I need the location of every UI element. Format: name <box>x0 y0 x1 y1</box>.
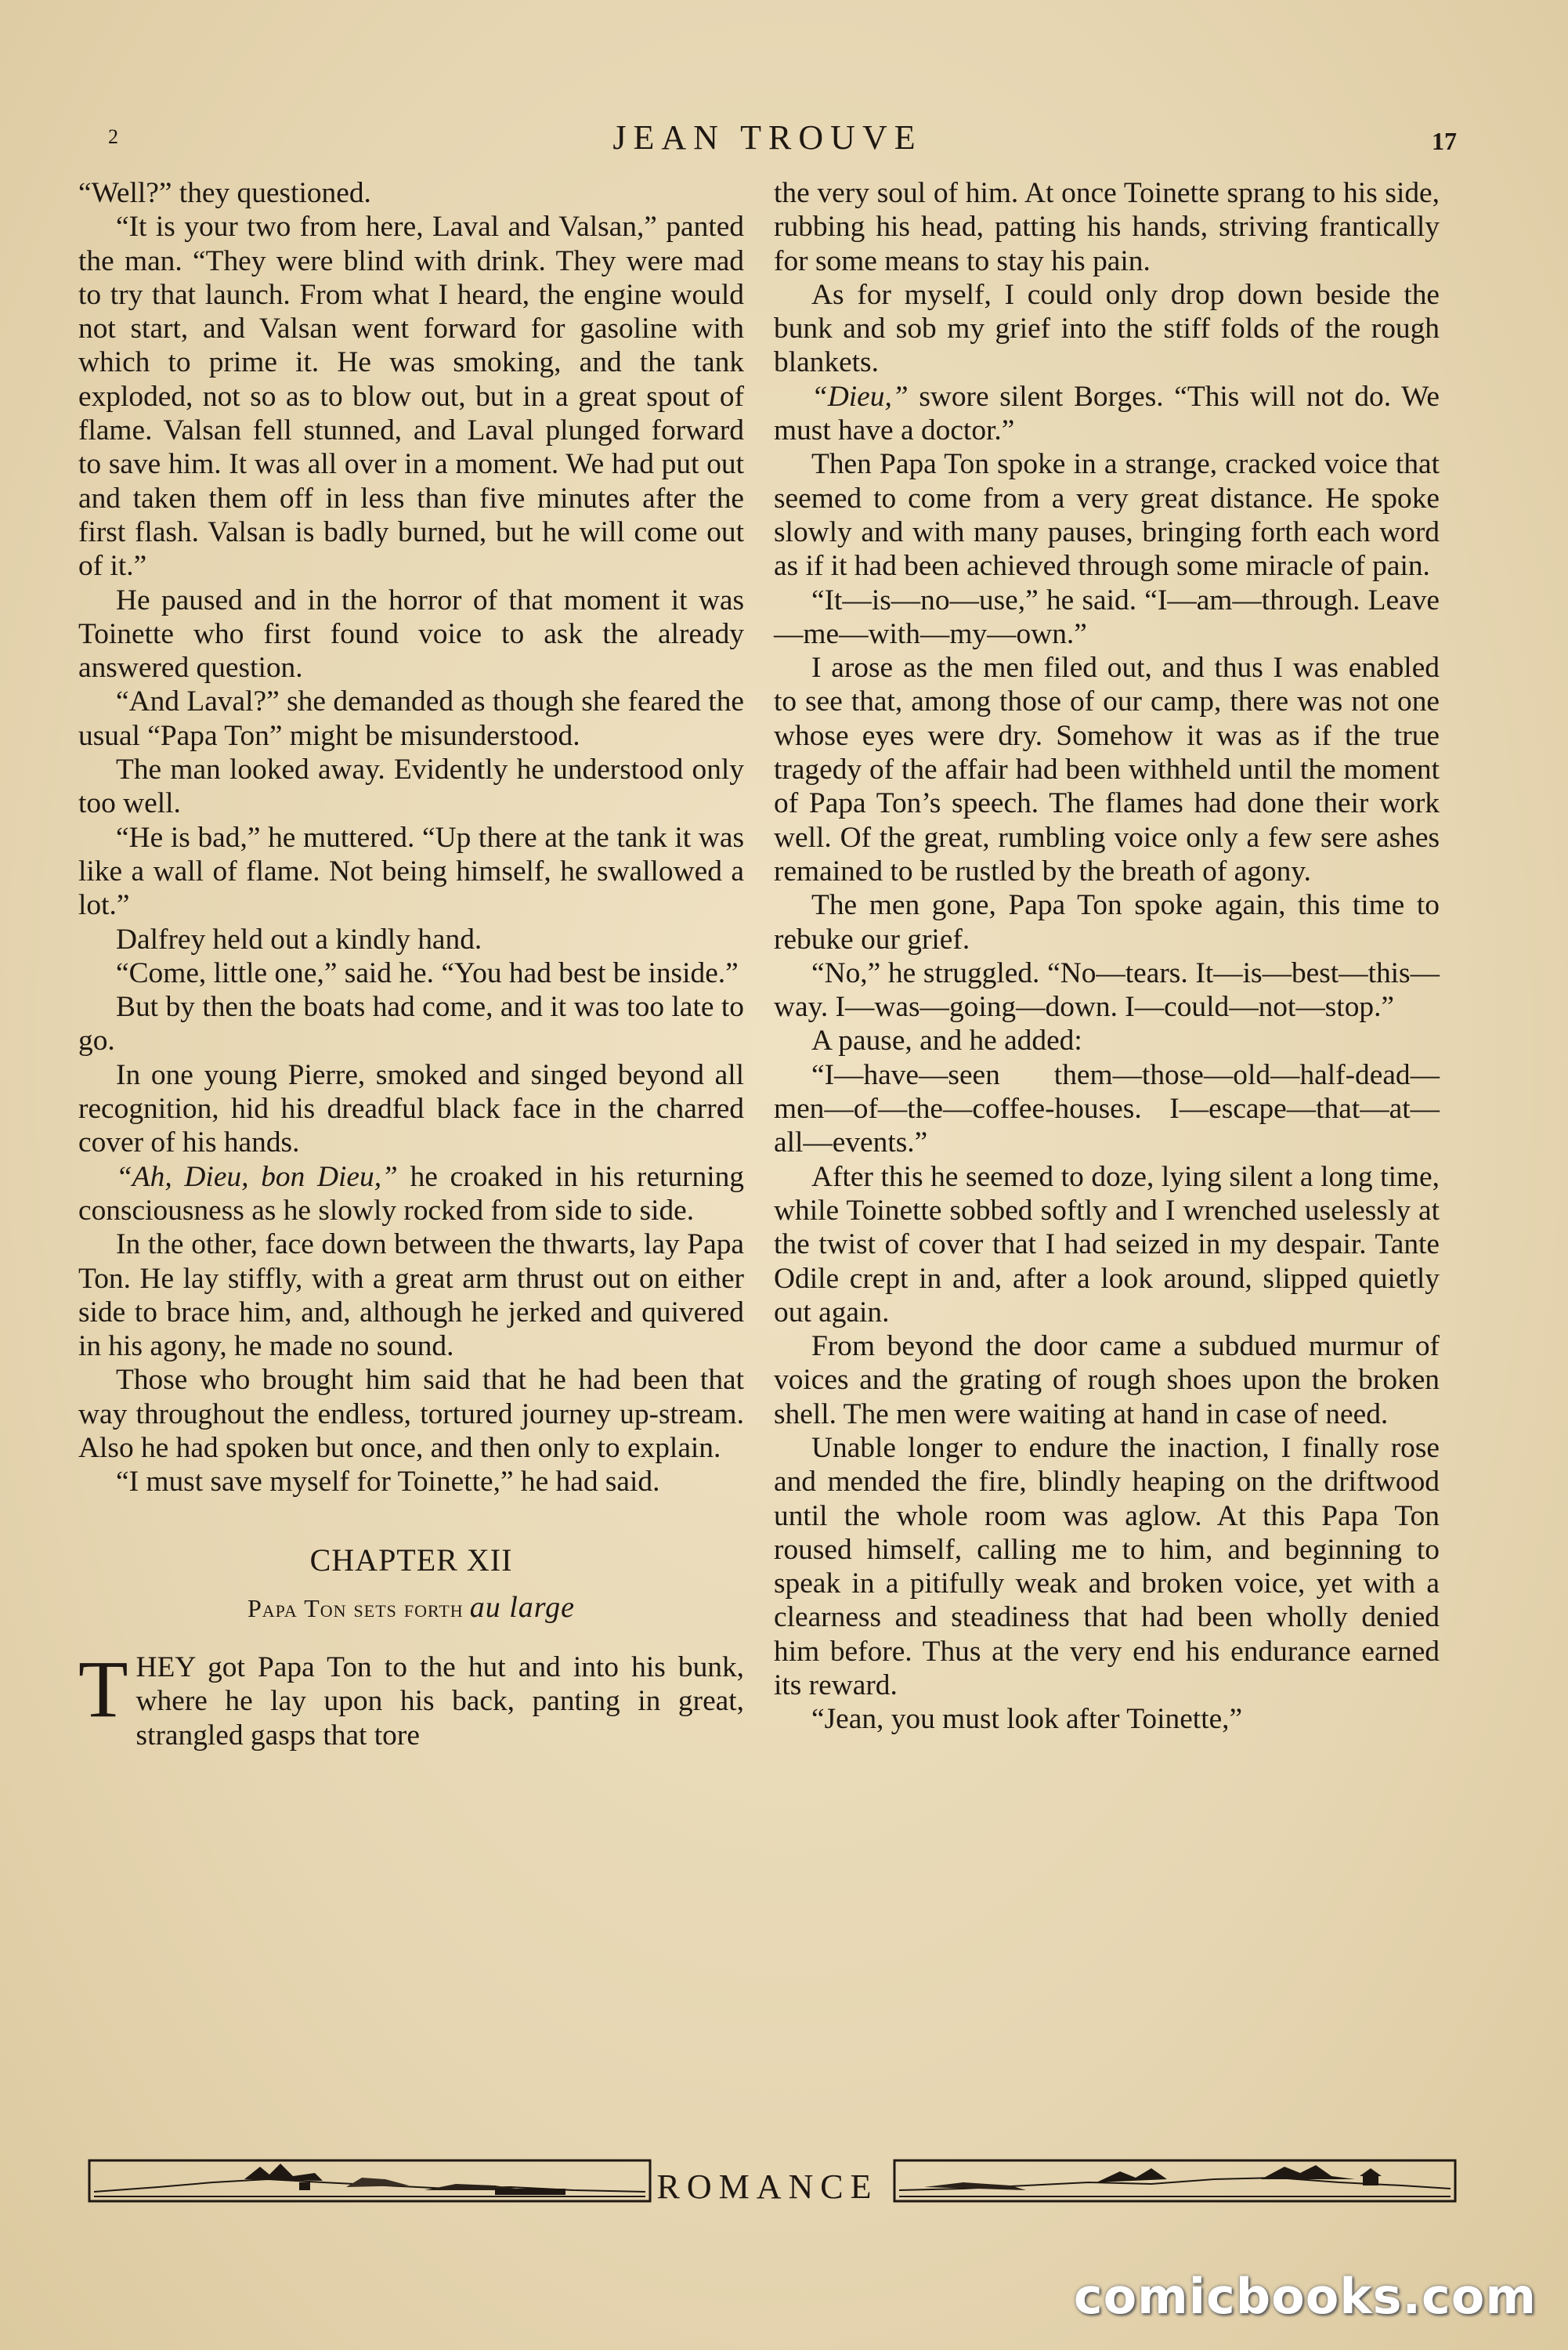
page-header <box>78 118 1457 164</box>
paragraph: After this he seemed to doze, lying silent a long time, while Toinette sobbed softly and I wrenched uselessly at the twist of cover that I had seized in my despair. Tante Odile crept in and, after a look around, slipped quietly out again. <box>774 1160 1440 1329</box>
paragraph: The man looked away. Evidently he understood only too well. <box>78 754 744 820</box>
paragraph-text: swore silent Borges. “This will not do. We must have a doctor.” <box>774 380 1440 447</box>
right-column <box>774 176 1440 1737</box>
running-title: JEAN TROUVE <box>612 118 923 157</box>
paragraph: “I must save myself for Toinette,” he had said. <box>116 1466 660 1499</box>
paragraph: But by then the boats had come, and it was too late to go. <box>78 991 744 1058</box>
paragraph: Then Papa Ton spoke in a strange, cracked voice that seemed to come from a very great distance. He spoke slowly and with many pauses, bringing forth each word as if it had been achieved through some miracle of pain. <box>774 448 1440 583</box>
magazine-title: ROMANCE <box>656 2167 879 2206</box>
drop-cap: T <box>78 1644 128 1735</box>
paragraph: I arose as the men filed out, and thus I was enabled to see that, among those of our camp, there was not one whose eyes were dry. Somehow it was as if the true tragedy of the affair had been withheld until the moment of Papa Ton’s speech. The flames had done their work well. Of the great, rumbling voice only a few sere ashes remained to be rustled by the breath of agony. <box>774 652 1440 888</box>
paragraph: “It—is—no—use,” he said. “I—am—through. Leave—me—with—my—own.” <box>774 584 1440 650</box>
paragraph: “And Laval?” she demanded as though she feared the usual “Papa Ton” might be misunderstood. <box>78 685 744 752</box>
page-number-right: 17 <box>1432 127 1457 155</box>
paragraph: From beyond the door came a subdued murmur of voices and the grating of rough shoes upon the broken shell. The men were waiting at hand in case of need. <box>774 1330 1440 1430</box>
paragraph: “No,” he struggled. “No—tears. It—is—best—this—way. I—was—going—down. I—could—not—stop.” <box>774 956 1440 1024</box>
paragraph: “Well?” they questioned. <box>78 177 371 209</box>
paragraph: As for myself, I could only drop down beside the bunk and sob my grief into the stiff folds of the rough blankets. <box>774 278 1440 379</box>
page-number-left: 2 <box>108 125 118 148</box>
paragraph: Unable longer to endure the inaction, I finally rose and mended the fire, blindly heaping on the driftwood until the whole room was aglow. At this Papa Ton roused himself, calling me to him, and beginning to speak in a pitifully weak and broken voice, yet with a clearness and steadiness that had been wholly denied him before. Thus at the very end his endurance earned its reward. <box>774 1431 1440 1702</box>
chapter-subtitle-italic: au large <box>469 1590 575 1624</box>
paragraph: The men gone, Papa Ton spoke again, this time to rebuke our grief. <box>774 889 1440 956</box>
left-column <box>78 176 744 1752</box>
landscape-ornament-right-icon <box>893 2156 1457 2206</box>
paragraph: A pause, and he added: <box>811 1025 1082 1058</box>
chapter-opening-paragraph <box>78 1644 744 1752</box>
paragraph <box>774 380 1440 448</box>
paragraph: Those who brought him said that he had been that way throughout the endless, tortured journey up-stream. Also he had spoken but once, and then only to explain. <box>78 1364 744 1464</box>
paragraph <box>78 1160 744 1228</box>
paragraph: In the other, face down between the thwarts, lay Papa Ton. He lay stiffly, with a great arm thrust out on either side to brace him, and, although he jerked and quivered in his agony, he made no sound. <box>78 1228 744 1363</box>
paragraph: the very soul of him. At once Toinette sprang to his side, rubbing his head, patting his hands, striving frantically for some means to stay his pain. <box>774 177 1440 277</box>
paragraph: “Jean, you must look after Toinette,” <box>811 1703 1243 1736</box>
paragraph: He paused and in the horror of that moment it was Toinette who first found voice to ask the already answered question. <box>78 584 744 685</box>
paragraph: “Come, little one,” said he. “You had best be inside.” <box>116 956 739 989</box>
italic-exclamation: “Ah, Dieu, bon Dieu,” <box>116 1160 398 1193</box>
site-watermark: comicbooks.com <box>1073 2268 1537 2325</box>
paragraph: “He is bad,” he muttered. “Up there at the tank it was like a wall of flame. Not being himself, he swallowed a lot.” <box>78 821 744 922</box>
paragraph: In one young Pierre, smoked and singed beyond all recognition, hid his dreadful black face in the charred cover of his hands. <box>78 1058 744 1159</box>
chapter-subtitle <box>78 1591 744 1627</box>
paragraph: “I—have—seen them—those—old—half-dead—men—of—the—coffee-houses. I—escape—that—at—all—events.” <box>774 1058 1440 1159</box>
page-footer <box>78 2153 1457 2215</box>
paragraph: “It is your two from here, Laval and Valsan,” panted the man. “They were blind with drink. They were mad to try that launch. From what I heard, the engine would not start, and Valsan went forward for gasoline with which to prime it. He was smoking, and the tank exploded, not so as to blow out, but in a great spout of flame. Valsan fell stunned, and Laval plunged forward to save him. It was all over in a moment. We had put out and taken them off in less than five minutes after the first flash. Valsan is badly burned, but he will come out of it.” <box>78 211 744 583</box>
paragraph-text: he croaked in his returning consciousness as he slowly rocked from side to side. <box>78 1160 744 1227</box>
paragraph: Dalfrey held out a kindly hand. <box>116 923 482 956</box>
chapter-heading: CHAPTER XII <box>309 1542 513 1578</box>
paragraph-text: HEY got Papa Ton to the hut and into his bunk, where he lay upon his back, panting in great, strangled gasps that tore <box>135 1651 744 1752</box>
chapter-subtitle-main: Papa Ton sets forth <box>247 1593 464 1622</box>
italic-exclamation: “Dieu,” <box>811 380 909 413</box>
